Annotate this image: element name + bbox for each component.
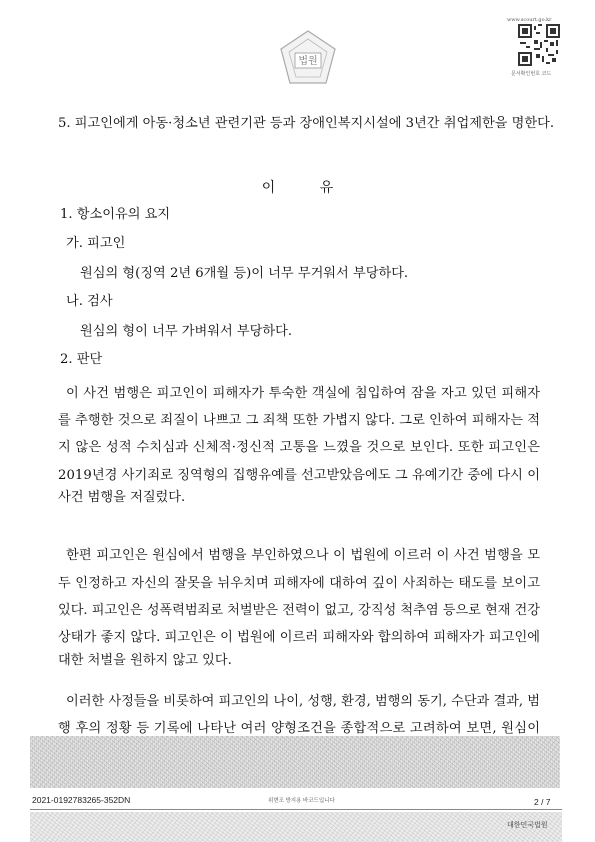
divider [30,809,562,810]
paragraph-line: 를 추행한 것으로 죄질이 나쁘고 그 죄책 또한 가볍지 않다. 그로 인하여 피해자는 적 [58,413,541,428]
paragraph-line: 이 사건 범행은 피고인이 피해자가 투숙한 객실에 침입하여 잠을 자고 있던 피해자 [66,386,541,401]
paragraph-line: 한편 피고인은 원심에서 범행을 부인하였으나 이 법원에 이르러 이 사건 범행을 모 [66,548,541,563]
heading-2: 2. 판단 [60,352,103,367]
bottom-security-pattern [30,812,562,842]
svg-text:법원: 법원 [298,56,318,67]
heading-1a: 가. 피고인 [66,236,126,251]
security-pattern [30,736,560,788]
paragraph-line: 지 않은 성적 수치심과 신체적·정신적 고통을 느꼈을 것으로 보인다. 또한 피고인은 [58,440,541,455]
paragraph-line: 있다. 피고인은 성폭력범죄로 처벌받은 전력이 없고, 강직성 척추염 등으로 현재 건강 [58,603,540,618]
section-title: 이 유 [261,180,334,196]
paragraph-line: 대한 처벌을 원하지 않고 있다. [58,653,232,668]
qr-code [518,24,560,66]
heading-1a-text: 원심의 형(징역 2년 6개월 등)이 너무 무거워서 부당하다. [80,266,409,281]
paragraph-line: 이러한 사정들을 비롯하여 피고인의 나이, 성행, 환경, 범행의 동기, 수단과 결과, 범 [66,694,540,709]
heading-1b: 나. 검사 [66,294,113,309]
qr-label: 문서확인번호 코드 [511,71,552,77]
paragraph-line: 2019년경 사기죄로 징역형의 집행유예를 선고받았음에도 그 유예기간 중에 다시 이 [58,468,541,483]
footer-note: 위변조 방지용 바코드입니다 [268,798,335,804]
paragraph-line: 상태가 좋지 않다. 피고인은 이 법원에 이르러 피해자와 합의하여 피해자가 피고인에 [58,630,541,645]
court-seal-logo [276,28,340,88]
paragraph-line: 행 후의 정황 등 기록에 나타난 여러 양형조건을 종합적으로 고려하여 보면, 원심이 [58,721,541,736]
heading-1b-text: 원심의 형이 너무 가벼워서 부당하다. [80,324,293,339]
order-item-5: 5. 피고인에게 아동·청소년 관련기관 등과 장애인복지시설에 3년간 취업제한을 명한다. [58,116,555,131]
paragraph-line: 두 인정하고 자신의 잘못을 뉘우치며 피해자에 대하여 깊이 사죄하는 태도를 보이고 [58,576,541,591]
heading-1: 1. 항소이유의 요지 [60,207,171,222]
court-name: 대한민국법원 [507,822,548,829]
paragraph-line: 사건 범행을 저질렀다. [58,490,186,505]
page-number: 2 / 7 [534,797,551,807]
document-number: 2021-0192783265-352DN [32,795,131,805]
site-url: www.scourt.go.kr [507,17,552,23]
